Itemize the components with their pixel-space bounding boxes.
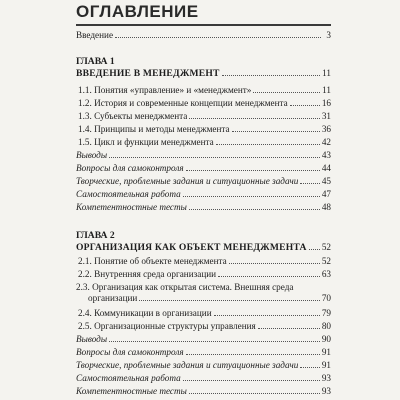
toc-entry-label: 1.3. Субъекты менеджмента [78, 111, 188, 121]
chapter-1-heading: ГЛАВА 1 [76, 56, 115, 67]
toc-entry-page: 43 [321, 150, 331, 160]
toc-entry[interactable] [76, 334, 331, 345]
toc-entry-page: 91 [321, 360, 331, 370]
toc-entry[interactable] [76, 256, 331, 267]
toc-entry-page: 16 [321, 98, 331, 108]
chapter-title-label: ОРГАНИЗАЦИЯ КАК ОБЪЕКТ МЕНЕДЖМЕНТА [76, 242, 307, 253]
leader-dots [258, 328, 320, 329]
toc-entry-label: 1.2. История и современные концепции менеджмента [78, 98, 288, 108]
toc-entry-label: Выводы [76, 150, 108, 160]
toc-entry-label: Введение [76, 30, 114, 40]
toc-entry[interactable] [76, 124, 331, 135]
leader-dots [183, 380, 320, 381]
toc-entry[interactable] [76, 176, 331, 187]
toc-entry-page: 45 [321, 176, 331, 186]
toc-entry-page: 11 [322, 85, 331, 95]
chapter-title-label: ВВЕДЕНИЕ В МЕНЕДЖМЕНТ [76, 68, 220, 79]
toc-entry-label: 2.2. Внутренняя среда организации [78, 269, 217, 279]
leader-dots [189, 118, 319, 119]
toc-entry[interactable] [76, 360, 331, 371]
page-title: ОГЛАВЛЕНИЕ [76, 2, 199, 21]
toc-entry-page: 42 [321, 137, 331, 147]
toc-entry[interactable] [76, 308, 331, 319]
leader-dots [183, 196, 320, 197]
leader-dots [214, 315, 320, 316]
leader-dots [218, 276, 320, 277]
leader-dots [290, 105, 320, 106]
leader-dots [216, 144, 320, 145]
toc-entry-page: 36 [321, 124, 331, 134]
toc-entry-label: 1.1. Понятия «управление» и «менеджмент» [78, 85, 252, 95]
toc-entry-label: Вопросы для самоконтроля [76, 163, 184, 173]
toc-entry-label: 2.3. Организация как открытая система. Внешняя среда [76, 282, 294, 292]
toc-entry-page: 52 [321, 242, 331, 252]
toc-entry-page: 11 [322, 68, 331, 78]
toc-entry-page: 93 [321, 373, 331, 383]
leader-dots [109, 157, 320, 158]
toc-entry-label: Самостоятельная работа [76, 373, 181, 383]
toc-entry-label: 1.5. Цикл и функции менеджмента [78, 137, 214, 147]
toc-entry[interactable] [76, 321, 331, 332]
toc-entry-page: 47 [321, 189, 331, 199]
toc-entry-label: 2.1. Понятие об объекте менеджмента [78, 256, 227, 266]
leader-dots [186, 354, 320, 355]
leader-dots [229, 263, 320, 264]
toc-entry[interactable] [76, 137, 331, 148]
toc-entry[interactable] [76, 202, 331, 213]
toc-entry[interactable] [76, 269, 331, 280]
leader-dots [300, 183, 319, 184]
toc-entry-page: 48 [321, 202, 331, 212]
toc-entry[interactable] [76, 189, 331, 200]
toc-entry-page: 52 [321, 256, 331, 266]
toc-entry-intro[interactable] [76, 30, 331, 41]
toc-entry-page: 3 [326, 30, 331, 40]
toc-entry-page: 31 [321, 111, 331, 121]
toc-entry-label-cont: организации [88, 293, 138, 303]
toc-entry[interactable] [76, 85, 331, 96]
chapter-2-title[interactable] [76, 242, 331, 253]
toc-entry-label: Самостоятельная работа [76, 189, 181, 199]
toc-entry-page: 70 [321, 293, 331, 303]
toc-entry[interactable] [76, 386, 331, 397]
toc-entry[interactable] [76, 373, 331, 384]
toc-entry-page: 91 [321, 347, 331, 357]
leader-dots [222, 75, 321, 76]
toc-entry[interactable] [76, 150, 331, 161]
toc-entry-page: 93 [321, 386, 331, 396]
toc-entry-label: 2.4. Коммуникации в организации [78, 308, 212, 318]
toc-entry[interactable] [76, 347, 331, 358]
leader-dots [186, 170, 320, 171]
toc-entry-label: Выводы [76, 334, 108, 344]
toc-entry-multiline[interactable] [76, 282, 331, 304]
toc-entry-label: Компетентностные тесты [76, 386, 187, 396]
leader-dots [309, 249, 320, 250]
leader-dots [300, 367, 319, 368]
toc-entry-page: 63 [321, 269, 331, 279]
toc-entry-label: Компетентностные тесты [76, 202, 187, 212]
toc-entry-label: Творческие, проблемные задания и ситуационные задачи [76, 360, 299, 370]
leader-dots [139, 300, 319, 301]
title-rule [76, 24, 331, 26]
chapter-2-heading: ГЛАВА 2 [76, 230, 115, 241]
toc-entry-page: 79 [321, 308, 331, 318]
toc-entry-page: 80 [321, 321, 331, 331]
toc-entry-page: 44 [321, 163, 331, 173]
toc-entry[interactable] [76, 98, 331, 109]
toc-entry-page: 90 [321, 334, 331, 344]
leader-dots [109, 341, 320, 342]
leader-dots [253, 92, 320, 93]
toc-entry-label: 1.4. Принципы и методы менеджмента [78, 124, 230, 134]
leader-dots [115, 37, 321, 38]
leader-dots [189, 209, 320, 210]
toc-entry[interactable] [76, 163, 331, 174]
leader-dots [232, 131, 320, 132]
toc-entry-label: 2.5. Организационные структуры управления [78, 321, 256, 331]
leader-dots [189, 393, 320, 394]
toc-entry-label: Творческие, проблемные задания и ситуационные задачи [76, 176, 299, 186]
toc-entry-label: Вопросы для самоконтроля [76, 347, 184, 357]
chapter-1-title[interactable] [76, 68, 331, 79]
toc-entry[interactable] [76, 111, 331, 122]
